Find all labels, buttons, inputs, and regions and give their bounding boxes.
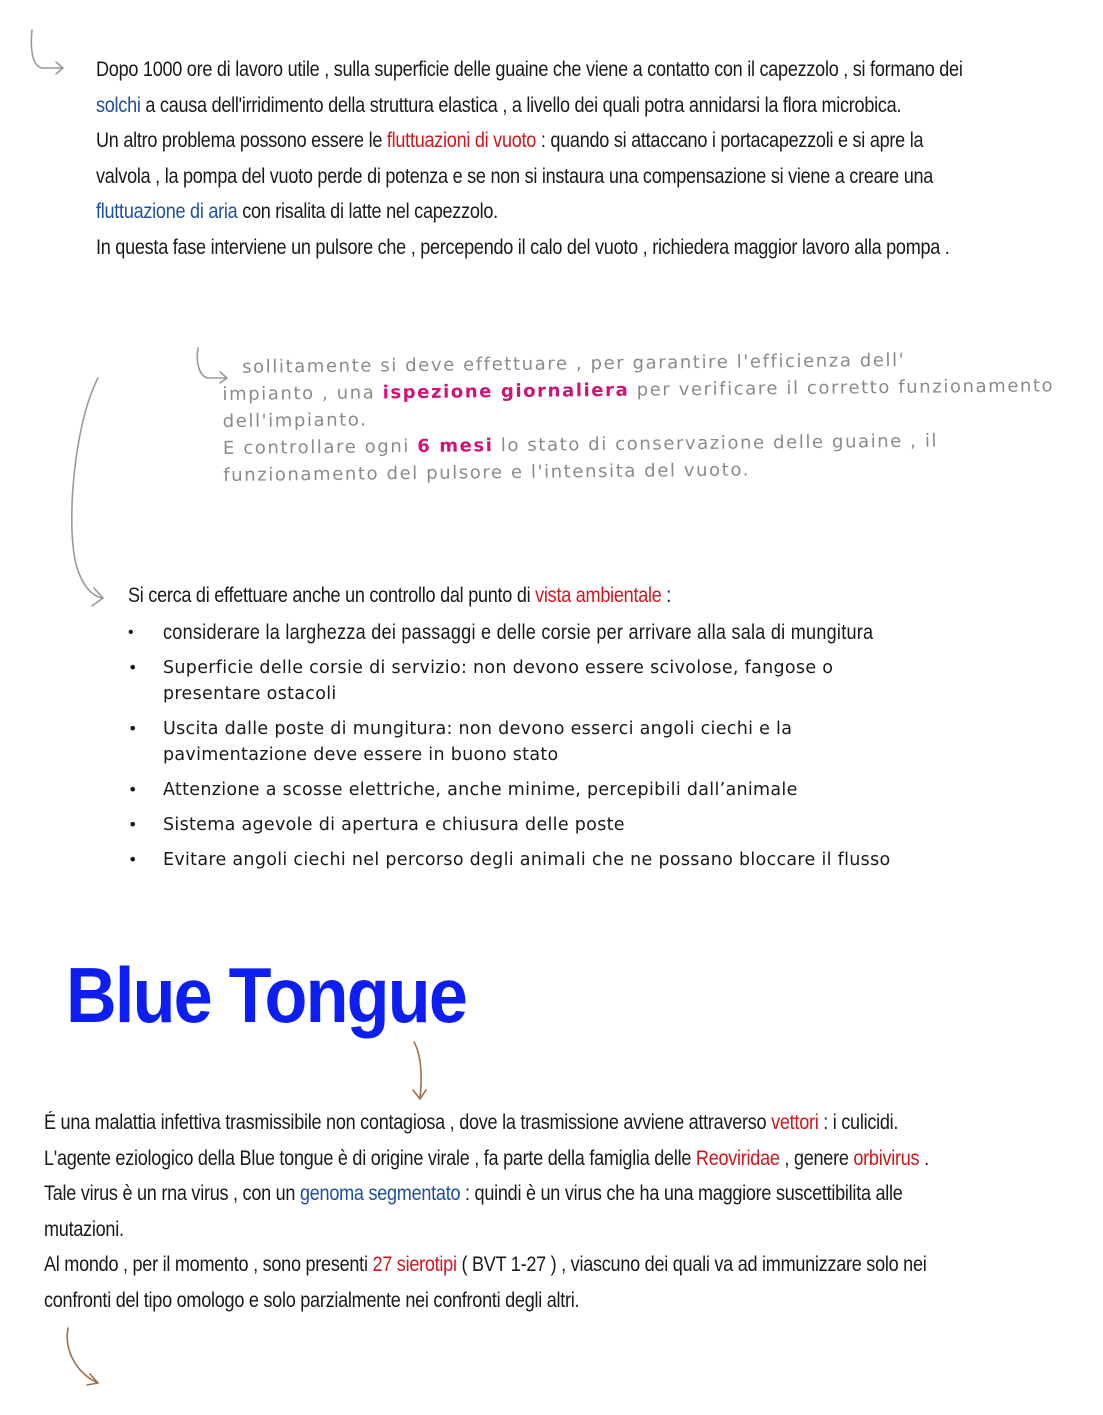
note-line: E controllare ogni 6 mesi lo stato di conservazione delle guaine , il [222,430,939,459]
note-line: funzionamento del pulsore e l'intensita del vuoto. [223,459,751,486]
paragraph [96,52,966,123]
text-segment: : quindi è un virus che ha una maggiore suscettibilita alle mutazioni. [44,1182,903,1241]
bullet-icon: • [128,850,138,869]
list-item: • Attenzione a scosse elettriche, anche minime, percepibili dall’animale [128,777,908,803]
intro-text-block [96,52,966,265]
paragraph [96,123,966,230]
highlighted-term: vettori [771,1111,819,1134]
list-item: • Superficie delle corsie di servizio: non devono essere scivolose, fangose o presentare ostacoli [128,655,908,707]
list-item: • Evitare angoli ciechi nel percorso degli animali che ne possano bloccare il flusso [128,847,908,873]
environment-bullet-list [128,620,908,882]
paragraph [44,1105,973,1141]
note-highlight: ispezione giornaliera [382,379,630,404]
highlighted-term: Reoviridae [695,1146,780,1170]
arrow-icon [62,1326,106,1388]
list-item: • Sistema agevole di apertura e chiusura delle poste [128,812,908,838]
text-segment: É una malattia infettiva trasmissibile non contagiosa , dove la trasmissione avviene attraverso [44,1111,772,1134]
paragraph [44,1141,973,1177]
section-title: Blue Tongue [66,951,467,1039]
text-segment: Al mondo , per il momento , sono presenti [44,1253,373,1276]
note-line: impianto , una ispezione giornaliera per verificare il corretto funzionamento [222,375,1055,405]
text-segment: , genere [779,1146,854,1170]
text-segment: : i culicidi. [818,1111,899,1134]
highlighted-term: 27 sierotipi [372,1253,457,1276]
text-segment: L'agente eziologico della Blue tongue è di origine virale , fa parte della famiglia delle [44,1146,696,1170]
paragraph [96,230,966,266]
text-segment: a causa dell'irridimento della struttura elastica , a livello dei quali potra annidarsi la flora microbica. [140,93,902,117]
text-segment: Dopo 1000 ore di lavoro utile , sulla superficie delle guaine che viene a contatto con il capezzolo , si formano dei [96,58,963,81]
environment-intro: Si cerca di effettuare anche un controllo dal punto di vista ambientale : [128,584,672,607]
list-item: • Uscita dalle poste di mungitura: non devono esserci angoli ciechi e la pavimentazione deve essere in buono stato [128,716,908,768]
bullet-icon: • [128,719,138,738]
curved-arrow-icon [66,374,116,614]
bullet-icon: • [128,780,138,799]
note-line: sollitamente si deve effettuare , per garantire l'efficienza dell' [242,349,906,378]
text-segment: : quando si attaccano i portacapezzoli e si apre la valvola , la pompa del vuoto perde di potenza e se non si instaura una compensazione si viene a creare una [96,129,934,188]
bullet-icon: • [128,624,134,641]
text-segment: con risalita di latte nel capezzolo. [237,200,498,223]
note-highlight: 6 mesi [417,435,494,457]
text-segment: ( BVT 1-27 ) , viascuno dei quali va ad immunizzare solo nei confronti del tipo omologo e solo parzialmente nei confronti degli altri. [44,1253,927,1312]
blue-tongue-text-block [44,1105,973,1318]
environment-highlight: vista ambientale [535,584,662,607]
pencil-note [222,345,1103,489]
highlighted-term: genoma segmentato [299,1182,461,1205]
paragraph [44,1176,973,1247]
paragraph [44,1247,973,1318]
text-segment: . [919,1146,929,1170]
text-segment: Un altro problema possono essere le [96,129,387,152]
text-segment: In questa fase interviene un pulsore che , percependo il calo del vuoto , richiedera maggior lavoro alla pompa . [96,235,950,259]
arrow-icon [408,1040,432,1102]
text-segment: Tale virus è un rna virus , con un [44,1182,300,1205]
highlighted-term: fluttuazione di aria [96,200,238,223]
list-item: • considerare la larghezza dei passaggi e delle corsie per arrivare alla sala di mungitura [128,621,874,644]
bullet-icon: • [128,815,138,834]
highlighted-term: orbivirus [853,1146,920,1170]
arrow-icon [28,28,68,78]
bullet-icon: • [128,658,138,677]
highlighted-term: solchi [96,93,141,117]
note-line: dell'impianto. [222,409,368,432]
highlighted-term: fluttuazioni di vuoto [386,129,537,152]
